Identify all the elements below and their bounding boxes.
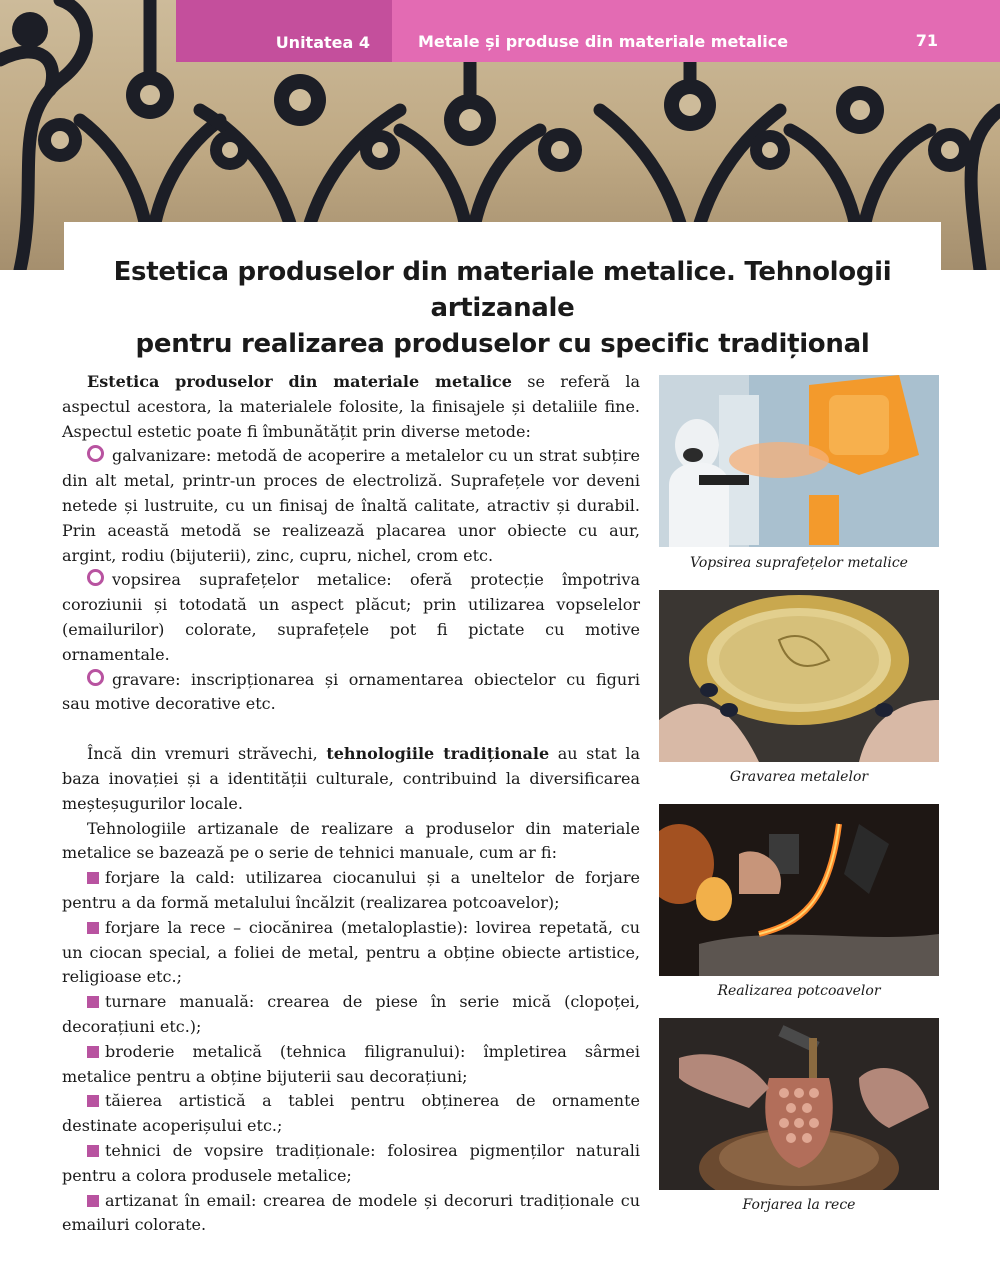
chapter-tab	[392, 0, 1000, 62]
method-item: gravare: inscripționarea și ornamentarea obiectelor cu figuri sau motive decorative etc.	[62, 669, 640, 714]
technique-item: artizanat în email: crearea de modele și decoruri tradiționale cu emailuri colorate.	[62, 1190, 640, 1235]
figure-caption: Realizarea potcoavelor	[717, 983, 881, 999]
square-bullet-icon	[87, 1195, 99, 1207]
technique-item: turnare manuală: crearea de piese în serie mică (clopoței, decorațiuni etc.);	[62, 992, 640, 1036]
square-bullet-icon	[87, 1046, 99, 1058]
circle-bullet-icon	[87, 445, 104, 462]
circle-bullet-icon	[87, 669, 104, 686]
intro-paragraph	[62, 370, 640, 444]
technique-item: tăierea artistică a tablei pentru obținerea de ornamente destinate acoperișului etc.;	[62, 1091, 640, 1136]
traditional-paragraph: Încă din vremuri străvechi, tehnologiile tradiționale au stat la baza inovației și a identității culturale, contribuind la diversificarea meșteșugurilor locale.	[62, 744, 640, 813]
figure-caption: Gravarea metalelor	[729, 769, 869, 785]
circle-bullet-icon	[87, 569, 104, 586]
square-bullet-icon	[87, 996, 99, 1008]
square-bullet-icon	[87, 1145, 99, 1157]
technique-item: tehnici de vopsire tradiționale: folosirea pigmenților naturali pentru a colora produsele metalice;	[62, 1140, 640, 1185]
forging-horseshoe-photo	[659, 804, 939, 976]
figure-caption: Forjarea la rece	[742, 1197, 856, 1213]
technique-item: forjare la rece – ciocănirea (metaloplastie): lovirea repetată, cu un ciocan special, a foliei de metal, pentru a obține obiecte artistice, religioase etc.;	[62, 917, 640, 987]
page-title	[64, 254, 941, 362]
method-item: galvanizare: metodă de acoperire a metalelor cu un strat subțire din alt metal, printr-un proces de electroliză. Suprafețele vor deveni netede și lustruite, cu un finisaj de înaltă calitate, atractiv și durabil. Prin această metodă se realizează placarea unor obiecte cu aur, argint, rodiu (bijuterii), zinc, cupru, nichel, crom etc.	[62, 446, 640, 565]
chapter-label: Metale și produse din materiale metalice	[418, 32, 789, 51]
spray-painting-photo	[659, 375, 939, 547]
figure-caption: Vopsirea suprafețelor metalice	[690, 555, 908, 571]
square-bullet-icon	[87, 922, 99, 934]
intro-rest: se referă la aspectul acestora, la materialele folosite, la finisajele și detaliile fine. Aspectul estetic poate fi îmbunătățit prin diverse metode:	[62, 372, 640, 441]
body-text	[62, 370, 640, 1238]
cold-forging-photo	[659, 1018, 939, 1190]
title-line-2: pentru realizarea produselor cu specific tradițional	[135, 329, 870, 359]
unit-tab	[176, 0, 392, 62]
traditional-bold: tehnologiile tradiționale	[326, 744, 550, 764]
method-item: vopsirea suprafețelor metalice: oferă protecție împotriva coroziunii și totodată un aspect plăcut; prin utilizarea vopselelor (emailurilor) colorate, suprafețele pot fi pictate cu motive ornamentale.	[62, 570, 640, 664]
page-number: 71	[915, 31, 938, 50]
unit-label: Unitatea 4	[275, 32, 370, 52]
technique-item: broderie metalică (tehnica filigranului): împletirea sârmei metalice pentru a obține bijuterii sau decorațiuni;	[62, 1041, 640, 1086]
square-bullet-icon	[87, 872, 99, 884]
title-line-1: Estetica produselor din materiale metalice. Tehnologii artizanale	[113, 257, 892, 323]
square-bullet-icon	[87, 1095, 99, 1107]
techniques-intro: Tehnologiile artizanale de realizare a produselor din materiale metalice se bazează pe o serie de tehnici manuale, cum ar fi:	[62, 818, 640, 863]
technique-item: forjare la cald: utilizarea ciocanului și a uneltelor de forjare pentru a da formă metalului încălzit (realizarea potcoavelor);	[62, 868, 640, 912]
intro-bold: Estetica produselor din materiale metalice	[87, 372, 512, 391]
engraving-photo	[659, 590, 939, 762]
